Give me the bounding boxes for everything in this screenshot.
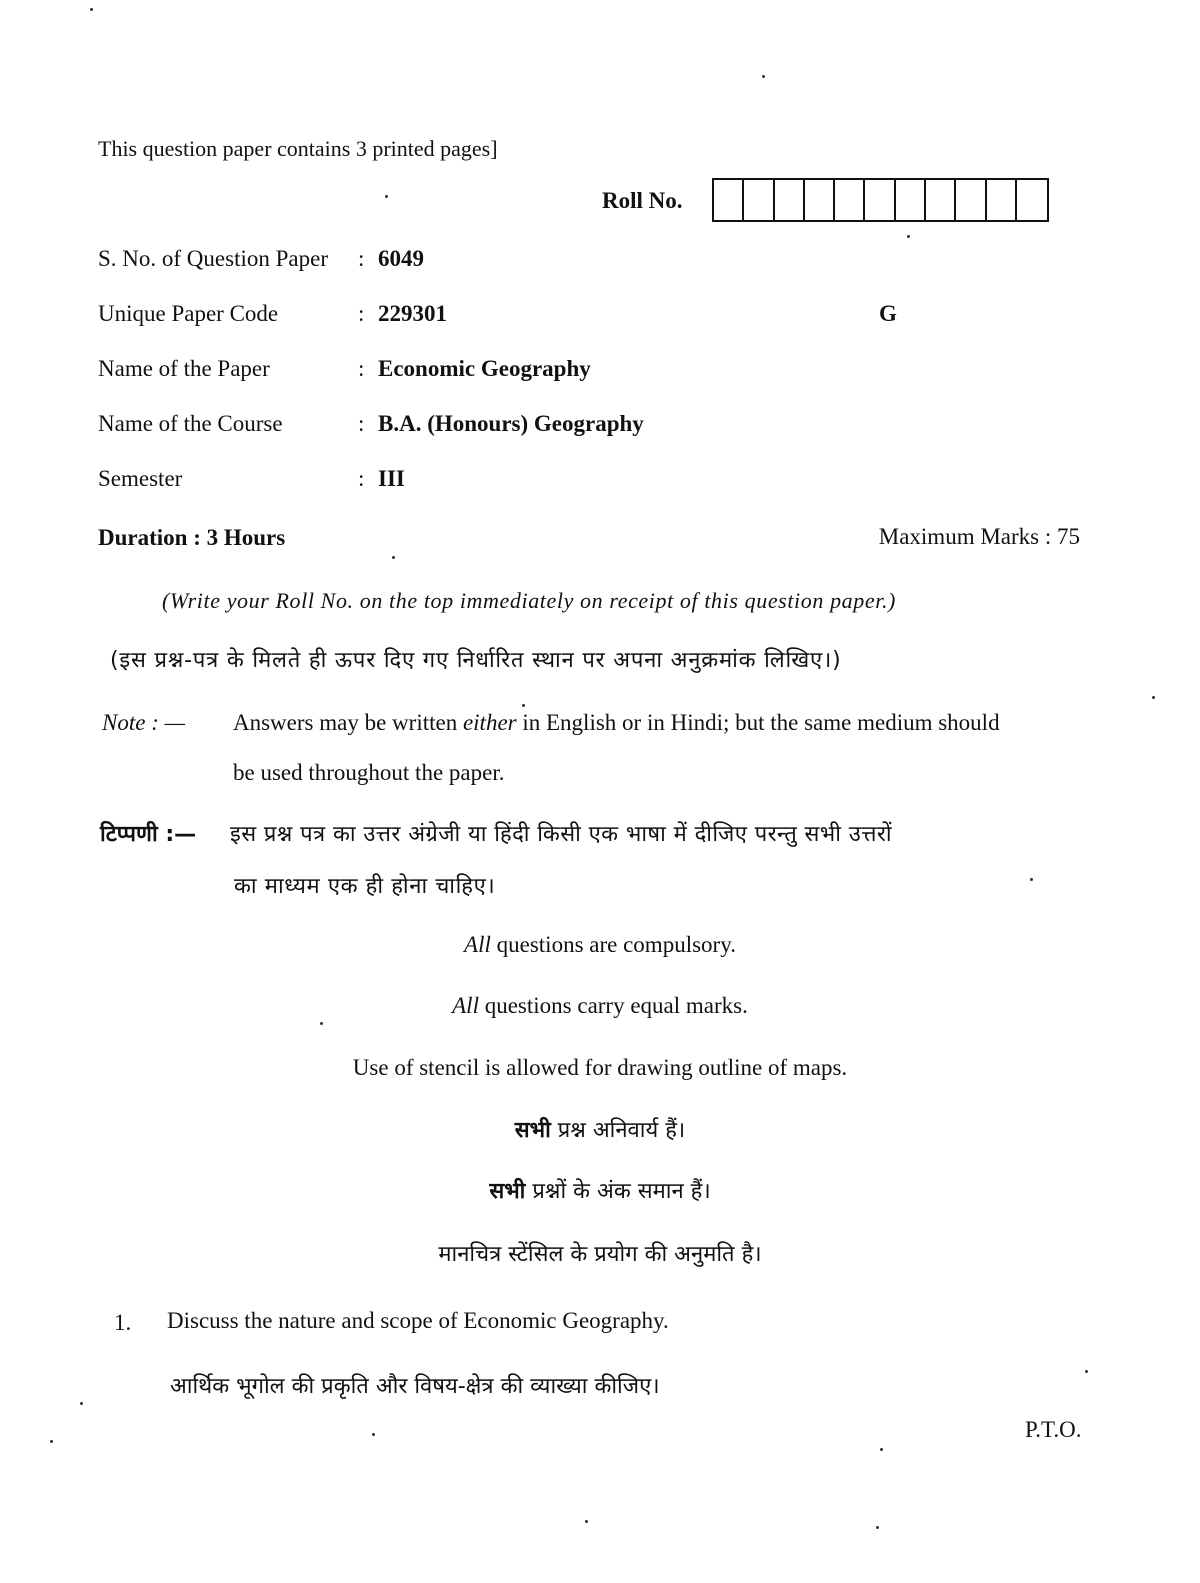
instruction-emph: All (464, 932, 491, 957)
meta-label-semester: Semester (98, 466, 183, 491)
note-text-emph: either (462, 710, 517, 735)
scan-speck (50, 1440, 53, 1443)
instruction-rest: questions carry equal marks. (478, 993, 748, 1018)
roll-no-box[interactable] (835, 180, 865, 220)
scan-speck (907, 235, 910, 238)
roll-no-box[interactable] (805, 180, 835, 220)
roll-instruction-hi: (इस प्रश्न-पत्र के मिलते ही ऊपर दिए गए निर्धारित स्थान पर अपना अनुक्रमांक लिखिए।) (110, 648, 842, 673)
roll-no-box[interactable] (1017, 180, 1047, 220)
question-text-hi: आर्थिक भूगोल की प्रकृति और विषय-क्षेत्र की व्याख्या कीजिए। (170, 1374, 660, 1399)
roll-no-box[interactable] (987, 180, 1017, 220)
meta-value-paper-code: 229301 (378, 301, 447, 326)
scan-speck (880, 1448, 883, 1451)
question-number: 1. (114, 1310, 132, 1335)
roll-no-box[interactable] (956, 180, 986, 220)
question-text-en: Discuss the nature and scope of Economic Geography. (167, 1308, 669, 1333)
meta-label-paper-name: Name of the Paper (98, 356, 270, 381)
roll-no-box[interactable] (744, 180, 774, 220)
note-text (233, 710, 1000, 736)
meta-value-serial: 6049 (378, 246, 424, 271)
note-hi-line1: इस प्रश्न पत्र का उत्तर अंग्रेजी या हिंदी किसी एक भाषा में दीजिए परन्तु सभी उत्तरों (230, 822, 892, 847)
roll-no-box[interactable] (775, 180, 805, 220)
instruction-hi-rest: मानचित्र स्टेंसिल के प्रयोग की अनुमति है। (438, 1242, 762, 1267)
meta-label-paper-code: Unique Paper Code (98, 301, 279, 326)
meta-value-semester: III (378, 466, 405, 491)
scan-speck (1085, 1370, 1088, 1373)
scan-speck (876, 1526, 879, 1529)
instruction-emph: All (452, 993, 479, 1018)
note-text-line2: be used throughout the paper. (233, 760, 505, 785)
roll-no-box[interactable] (714, 180, 744, 220)
scan-speck (90, 8, 93, 11)
scan-speck (522, 704, 525, 707)
instruction-rest: Use of stencil is allowed for drawing outline of maps. (352, 1055, 848, 1080)
roll-no-box[interactable] (865, 180, 895, 220)
meta-sep: : (358, 466, 365, 491)
instruction-hi-emph: सभी (489, 1179, 526, 1204)
duration: Duration : 3 Hours (98, 525, 286, 550)
note-label: Note : — (102, 710, 186, 735)
note-text-post: in English or in Hindi; but the same medium should (516, 710, 1000, 735)
instruction-hi-stencil (0, 1238, 1200, 1268)
instruction-hi-emph: सभी (514, 1118, 551, 1143)
note-hi-line2: का माध्यम एक ही होना चाहिए। (234, 874, 496, 899)
instruction-hi-compulsory (0, 1114, 1200, 1144)
scan-speck (320, 1022, 323, 1025)
meta-sep: : (358, 411, 365, 436)
note-hi-label: टिप्पणी :— (100, 822, 197, 847)
meta-sep: : (358, 246, 365, 271)
roll-no-label: Roll No. (602, 188, 683, 213)
instruction-rest: questions are compulsory. (490, 932, 736, 957)
instruction-stencil (0, 1055, 1200, 1081)
meta-value-course: B.A. (Honours) Geography (378, 411, 644, 436)
scan-speck (392, 556, 395, 559)
scan-speck (385, 195, 388, 198)
roll-instruction-en: (Write your Roll No. on the top immediately on receipt of this question paper.) (162, 588, 896, 613)
pto-marker: P.T.O. (1025, 1417, 1082, 1442)
set-code: G (879, 301, 897, 326)
scan-speck (372, 1433, 375, 1436)
meta-sep: : (358, 301, 365, 326)
note-text-pre: Answers may be written (233, 710, 463, 735)
roll-no-box[interactable] (926, 180, 956, 220)
instruction-hi-rest: प्रश्न अनिवार्य हैं। (550, 1118, 686, 1143)
scan-speck (762, 75, 765, 78)
instruction-compulsory (0, 932, 1200, 958)
scan-speck (80, 1402, 83, 1405)
scan-speck (585, 1520, 588, 1523)
meta-value-paper-name: Economic Geography (378, 356, 591, 381)
meta-sep: : (358, 356, 365, 381)
instruction-equal-marks (0, 993, 1200, 1019)
roll-no-boxes[interactable] (712, 178, 1049, 222)
maximum-marks: Maximum Marks : 75 (878, 524, 1080, 549)
scan-speck (1030, 878, 1033, 881)
instruction-hi-rest: प्रश्नों के अंक समान हैं। (525, 1179, 711, 1204)
instruction-hi-equal-marks (0, 1175, 1200, 1205)
printed-pages-note: This question paper contains 3 printed pages] (98, 136, 498, 161)
roll-no-box[interactable] (896, 180, 926, 220)
meta-label-course: Name of the Course (98, 411, 283, 436)
meta-label-serial: S. No. of Question Paper (98, 246, 328, 271)
scan-speck (1152, 696, 1155, 699)
